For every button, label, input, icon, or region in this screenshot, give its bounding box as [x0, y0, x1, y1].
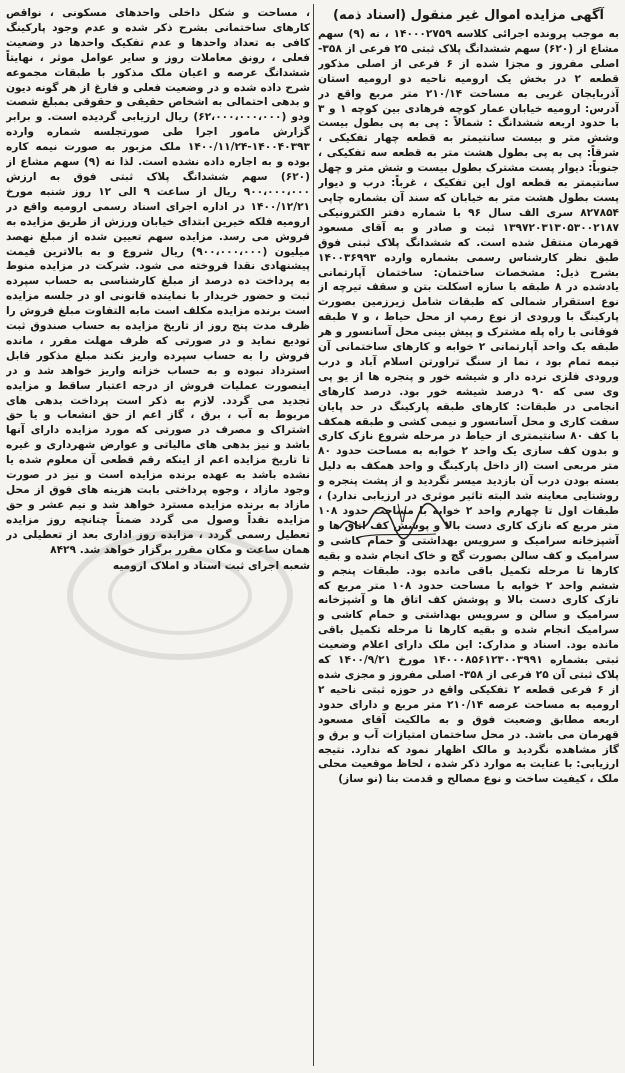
column-divider [313, 4, 314, 1066]
notice-left-column [6, 6, 310, 726]
notice-paragraph-main: به موجب پرونده اجرائی کلاسه ۱۴۰۰۰۲۷۵۹ ، نه (۹) سهم مشاع از (۶۲۰) سهم ششدانگ پلاک ثبتی ۲۵ فرعی از ۳۵۸- اصلی مفروز و مجزا شده از ۶ فرعی از اصلی مذکور قطعه ۲ در بخش یک ارومیه ناحیه دو ارومیه استان آذربایجان غربی به مساحت ۲۱۰/۱۴ متر مربع واقع در آدرس: ارومیه خیابان عمار کوچه فرهادی بین کوچه ۱ و ۳ با حدود اربعه ششدانگ : شمالاً : پی به پی بطول بیست وشش متر و بیست سانتیمتر به قطعه چهار تفکیکی ، شرقاً: پی به پی بطول هشت متر به قطعه سه تفکیکی ، جنوباً: دیوار پست مشترک بطول بیست و شش متر و چهل سانتیمتر به قطعه اول این تفکیک ، غرباً: درب و دیوار پست بطول هشت متر به خیابان که سند آن بشماره چاپی ۸۲۷۸۵۴ سری الف سال ۹۶ با شماره دفتر الکترونیکی ۱۳۹۷۲۰۳۱۳۰۵۳۰۰۲۱۸۷ ثبت و صادر و به آقای مسعود قهرمان منتقل شده است. که ششدانگ پلاک ثبتی فوق طبق نظر کارشناس رسمی بشماره وارده ۱۴۰۰۳۶۹۹۳ بشرح ذیل: مشخصات ساختمان: ساختمان آپارتمانی یادشده در ۸ طبقه با سازه اسکلت بتن و سقف تیرچه از نوع استقرار شمالی که طبقات شامل زیرزمین بصورت پارکینگ با ورودی از نوع رمپ از محل حیاط ، و ۷ طبقه فوقانی با راه پله مشترک و پیش بینی محل آسانسور و هر طبقه یک واحد آپارتمانی ۲ خوابه و کارهای ساختمانی آن نیمه تمام بود ، نما از سنگ تراورتن اسلام آباد و درب ورودی فلزی نرده دار و شیشه خور و پنجره ها از یو پی وی سی که ۹۰ درصد شیشه خور بود. درصد کارهای انجامی در طبقات: کارهای طبقه پارکینگ در حد پایان سفت کاری و محل آسانسور و نیمی کشی و طبقه همکف با کف ۸۰ سانتیمتری از حیاط در مرحله شروع نازک کاری و بدون کف سازی یک واحد ۲ خوابه به مساحت حدود ۸۰ متر مربعی است (از داخل پارکینگ و واحد همکف به دلیل بسته بودن درب آن بازدید میسر نگردید و از پشت پنجره و روشنایی معاینه شد البته تاثیر موثری در ارزیابی ندارد) ، طبقات اول تا چهارم واحد ۲ خوابه با مساحت حدود ۱۰۸ متر مربع که نازک کاری دست بالا و پوشش کف اتاق ها و آشپزخانه سرامیک و سرویس بهداشتی و حمام کاشی و سرامیک و کف سالن بصورت گچ و خاک انجام شده و بقیه کارها تا مرحله تکمیل باقی مانده بود. طبقات پنجم و ششم واحد ۲ خوابه با مساحت حدود ۱۰۸ متر مربع که نازک کاری دست بالا و پوشش کف اتاق ها و آشپزخانه سرامیک و سالن و سرویس بهداشتی و حمام کاشی و سرامیک انجام شده و بقیه کارها تا مرحله تکمیل باقی مانده بود. اسناد و مدارک: این ملک دارای اعلام وضعیت ثبتی بشماره ۱۴۰۰۰۸۵۶۱۲۳۰۰۳۹۹۱ مورخ ۱۴۰۰/۹/۲۱ که پلاک ثبتی آن ۲۵ فرعی از ۳۵۸- اصلی مفروز و مجزی شده از ۶ فرعی قطعه ۲ تفکیکی واقع در حوزه ثبتی ناحیه ۲ ارومیه به مساحت عرصه ۲۱۰/۱۴ متر مربع و دارای حدود اربعه مطابق وضعیت فوق و به مالکیت آقای مسعود قهرمان می باشد. در محل ساختمان امتیازات آب و برق و گاز مشاهده نگردید و مالک اظهار نمود که ندارد. نتیجه ارزیابی: با عنایت به موارد ذکر شده ، لحاظ موقعیت محلی ملک ، کیفیت ساخت و نوع مصالح و قدمت بنا (نو ساز) [318, 28, 619, 786]
notice-body-continued [6, 6, 310, 573]
notice-title: آگهی مزایده اموال غیر منقول (اسناد ذمه) [333, 8, 604, 23]
handwritten-signature [336, 498, 454, 548]
notice-body [318, 27, 619, 787]
notice-paragraph-continued: ، مساحت و شکل داخلی واحدهای مسکونی ، نواقص کارهای ساختمانی بشرح ذکر شده و عدم وجود پارکینگ کافی به تعداد واحدها و عدم تفکیک واحدها در وضعیت فعلی ، رونق معاملات روز و سایر عوامل موثر ، نهایتاً ششدانگ عرصه و اعیان ملک مذکور با طبقات مجموعه شرح داده شده و در وضعیت فعلی و فارغ از هر گونه دیون و بدهی احتمالی به اشخاص حقیقی و حقوقی بمبلغ شصت ودو (۶۲،۰۰۰،۰۰۰،۰۰۰) ریال ارزیابی گردیده است. و برابر گزارش مامور اجرا طی صورتجلسه شماره وارده ۱۴۰۰۴۰۳۹۳-۱۴۰۰/۱۱/۲۴ ملک مزبور به صورت نیمه کاره بوده و به اجاره داده نشده است. لذا نه (۹) سهم مشاع از (۶۲۰) سهم ششدانگ پلاک ثبتی فوق به ارزش ۹۰۰،۰۰۰،۰۰۰ ریال از ساعت ۹ الی ۱۲ روز شنبه مورخ ۱۴۰۰/۱۲/۲۱ در اداره اجرای اسناد رسمی ارومیه واقع در ارومیه فلکه خیرین ابتدای خیابان ورزش از طریق مزایده به فروش می رسد. مزایده سهم تعیین شده از مبلغ نهصد میلیون (۹۰۰،۰۰۰،۰۰۰) ریال شروع و به بالاترین قیمت پیشنهادی نقدا فروخته می شود. شرکت در مزایده منوط به پرداخت ده درصد از مبلغ کارشناسی به حساب سپرده ثبت و حضور خریدار با نماینده قانونی او در جلسه مزایده است برنده مزایده مکلف است مابه التفاوت مبلغ فروش را ظرف مدت پنج روز از تاریخ مزایده به حساب صندوق ثبت تودیع نماید و در صورتی که ظرف مهلت مقرر ، مانده فروش را به حساب سپرده واریز نکند مبلغ مذکور قابل استرداد نبوده و به حساب خزانه واریز خواهد شد و در اینصورت عملیات فروش از درجه اعتبار ساقط و مزایده تجدید می گردد. لازم به ذکر است پرداخت بدهی های مربوط به آب ، برق ، گاز اعم از حق انشعاب و یا حق اشتراک و مصرف در صورتی که مورد مزایده دارای آنها باشد و نیز بدهی های مالیاتی و عوارض شهرداری و غیره تا تاریخ مزایده اعم از اینکه رقم قطعی آن معلوم شده یا نشده باشد به عهده برنده مزایده است و نیز در صورت وجود مازاد ، وجوه پرداختی بابت هزینه های فوق از محل مازاد به برنده مزایده مسترد خواهد شد و نیم عشر و حق مزایده نقداً وصول می گردد ضمناً چنانچه روز مزایده تعطیل رسمی گردد ، مزایده روز اداری بعد از تعطیلی در همان ساعت و مکان مقرر برگزار خواهد شد. ۸۴۲۹ [6, 7, 310, 556]
issuing-office: شعبه اجرای ثبت اسناد و املاک ارومیه [112, 559, 310, 572]
